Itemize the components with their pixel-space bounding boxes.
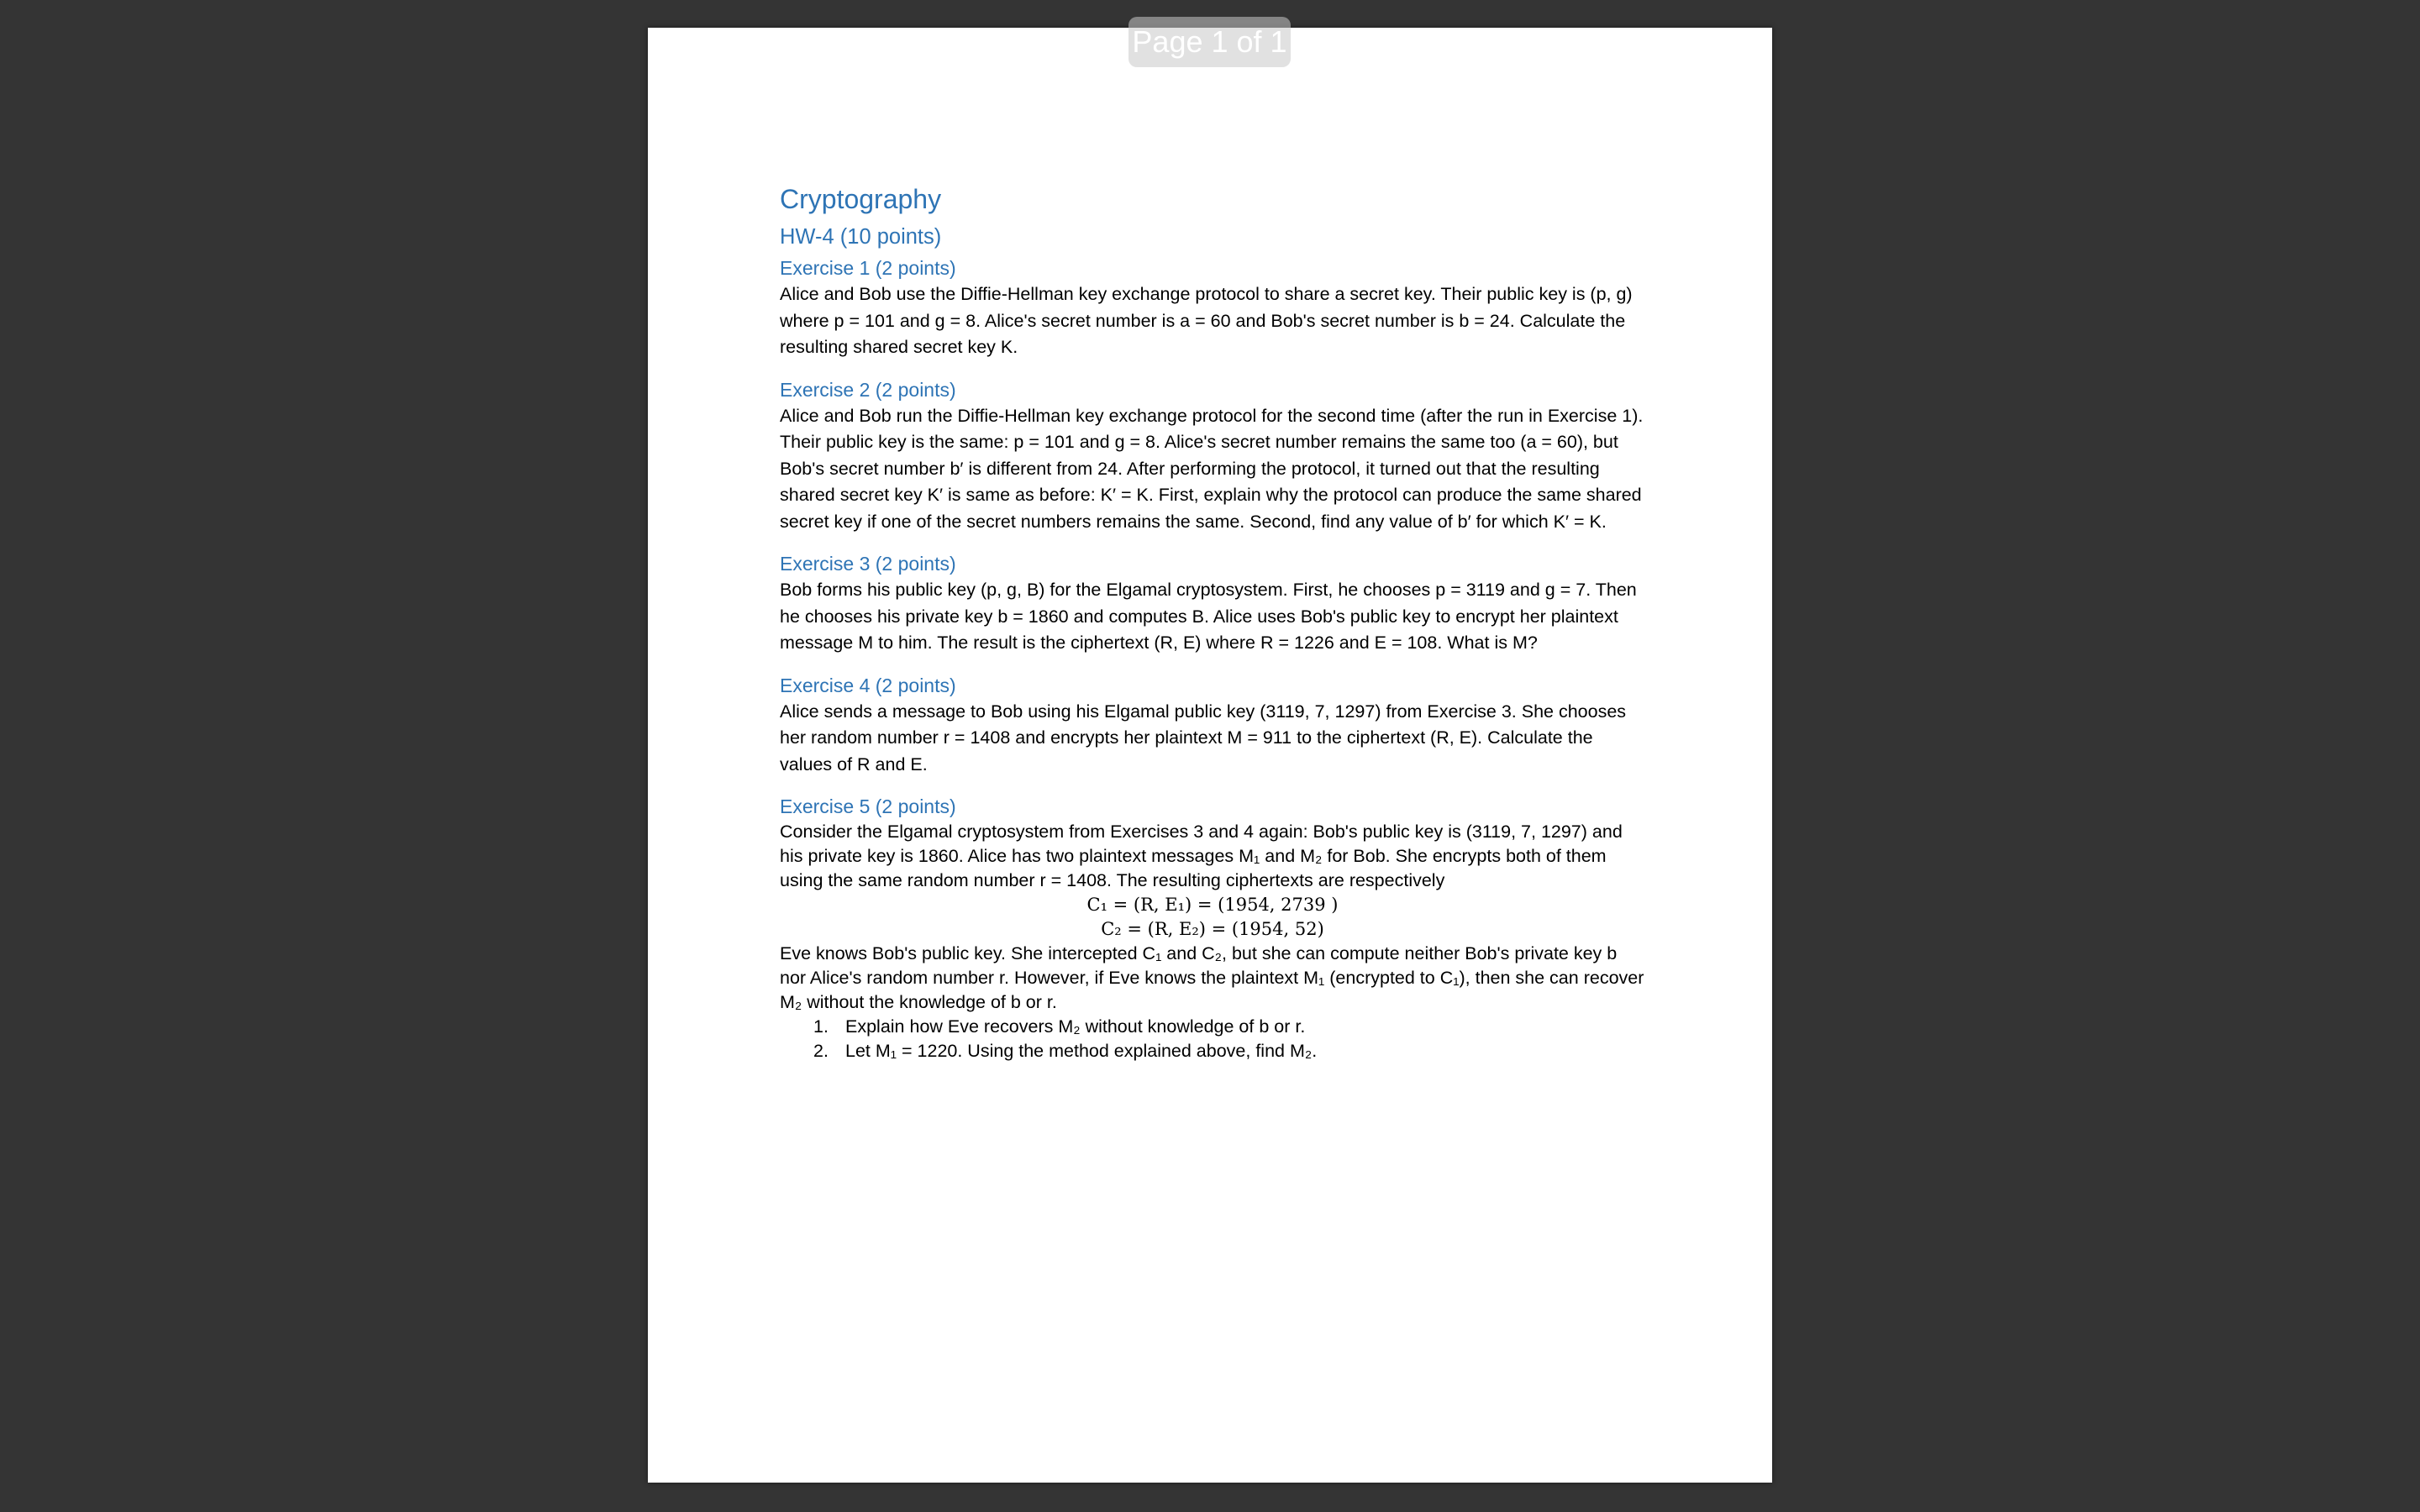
document-title: Cryptography — [780, 184, 942, 214]
list-item-number: 2. — [813, 1041, 829, 1061]
document-content — [780, 181, 1645, 1063]
exercise-1-text: Alice and Bob use the Diffie-Hellman key exchange protocol to share a secret key. Their public key is (p, g) where p = 101 and g = 8. Alice's secret number is a = 60 and Bob's secret number is b = 24. Calculate the resulting shared secret key K. — [780, 284, 1633, 357]
exercise-2-heading: Exercise 2 (2 points) — [780, 378, 956, 401]
exercise-5-text-after: Eve knows Bob's public key. She intercepted C₁ and C₂, but she can compute neither Bob's private key b nor Alice's random number r. However, if Eve knows the plaintext M₁ (encrypted to C₁), then she can recover M₂ without the knowledge of b or r. — [780, 943, 1644, 1012]
list-item-text: Explain how Eve recovers M₂ without knowledge of b or r. — [845, 1016, 1306, 1037]
exercise-2-text: Alice and Bob run the Diffie-Hellman key exchange protocol for the second time (after the run in Exercise 1). Their public key is the same: p = 101 and g = 8. Alice's secret number remains the same too (a = 60), but Bob's secret number b′ is different from 24. After performing the protocol, it turned out that the resulting shared secret key K′ is same as before: K′ = K. First, explain why the protocol can produce the same shared secret key if one of the secret numbers remains the same. Second, find any value of b′ for which K′ = K. — [780, 405, 1644, 532]
exercise-4-heading: Exercise 4 (2 points) — [780, 674, 956, 696]
document-page — [648, 28, 1772, 1483]
list-item — [780, 1015, 1645, 1039]
document-subtitle: HW-4 (10 points) — [780, 225, 942, 249]
page-indicator: Page 1 of 1 — [1128, 17, 1291, 67]
equation-c2: C₂ = (R, E₂) = (1954, 52) — [1101, 919, 1324, 939]
exercise-5-heading: Exercise 5 (2 points) — [780, 795, 956, 817]
list-item — [780, 1039, 1645, 1063]
exercise-4-text: Alice sends a message to Bob using his Elgamal public key (3119, 7, 1297) from Exercise 3. She chooses her random number r = 1408 and encrypts her plaintext M = 911 to the ciphertext (R, E). Calculate the values of R and E. — [780, 701, 1627, 774]
list-item-text: Let M₁ = 1220. Using the method explained above, find M₂. — [845, 1041, 1318, 1061]
exercise-5-task-list — [780, 1015, 1645, 1063]
list-item-number: 1. — [813, 1016, 829, 1037]
exercise-3-heading: Exercise 3 (2 points) — [780, 553, 956, 575]
equation-c1: C₁ = (R, E₁) = (1954, 2739 ) — [1086, 895, 1339, 915]
exercise-5-text: Consider the Elgamal cryptosystem from Exercises 3 and 4 again: Bob's public key is (3119, 7, 1297) and his private key is 1860. Alice has two plaintext messages M₁ and M₂ for Bob. She encrypts both of them using the same random number r = 1408. The resulting ciphertexts are respectively — [780, 822, 1623, 890]
exercise-1-heading: Exercise 1 (2 points) — [780, 257, 956, 279]
exercise-3-text: Bob forms his public key (p, g, B) for the Elgamal cryptosystem. First, he chooses p = 3119 and g = 7. Then he chooses his private key b = 1860 and computes B. Alice uses Bob's public key to encrypt her plaintext message M to him. The result is the ciphertext (R, E) where R = 1226 and E = 108. What is M? — [780, 580, 1637, 653]
